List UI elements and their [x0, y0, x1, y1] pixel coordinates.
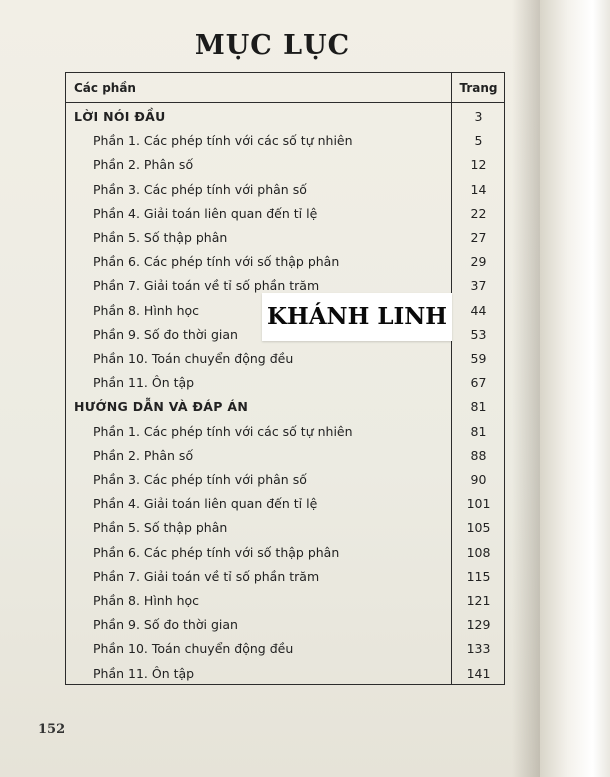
- toc-entry-page: 14: [470, 181, 487, 197]
- toc-entry-label: Phần 10. Toán chuyển động đều: [93, 641, 294, 657]
- toc-entry-label: HƯỚNG DẪN VÀ ĐÁP ÁN: [74, 399, 249, 415]
- toc-header: [66, 73, 504, 103]
- toc-entry-page: 88: [470, 447, 487, 463]
- toc-entry-label: Phần 1. Các phép tính với các số tự nhiên: [93, 423, 353, 439]
- toc-item-row: [66, 492, 504, 516]
- toc-entry-page: 29: [470, 254, 487, 270]
- toc-entry-label: Phần 11. Ôn tập: [93, 375, 195, 391]
- toc-entry-page: 108: [466, 544, 491, 560]
- page-title: MỤC LỤC: [194, 30, 351, 61]
- toc-entry-label: Phần 4. Giải toán liên quan đến tỉ lệ: [93, 496, 318, 512]
- toc-entry-label: Phần 8. Hình học: [93, 302, 200, 318]
- page-number: 152: [38, 722, 66, 737]
- toc-entry-page: 133: [466, 641, 491, 657]
- toc-item-row: [66, 468, 504, 492]
- toc-entry-label: Phần 4. Giải toán liên quan đến tỉ lệ: [93, 205, 318, 221]
- watermark-label: [262, 293, 452, 341]
- toc-entry-page: 5: [474, 133, 483, 149]
- toc-entry-label: Phần 9. Số đo thời gian: [93, 617, 238, 633]
- toc-entry-label: Phần 9. Số đo thời gian: [93, 326, 238, 342]
- toc-entry-label: Phần 5. Số thập phân: [93, 230, 228, 245]
- toc-item-row: [66, 613, 504, 637]
- toc-item-row: [66, 347, 504, 371]
- toc-entry-page: 90: [470, 472, 487, 487]
- toc-entry-page: 105: [466, 520, 491, 536]
- toc-entry-page: 22: [470, 205, 487, 221]
- toc-table: [65, 72, 505, 685]
- toc-entry-page: 44: [470, 302, 487, 318]
- toc-entry-page: 3: [474, 109, 483, 124]
- toc-item-row: [66, 565, 504, 589]
- toc-entry-page: 37: [470, 278, 487, 294]
- toc-entry-page: 81: [470, 399, 487, 415]
- toc-item-row: [66, 226, 504, 250]
- header-page: Trang: [459, 81, 498, 95]
- toc-item-row: [66, 250, 504, 274]
- toc-entry-page: 141: [466, 665, 491, 681]
- toc-entry-label: Phần 7. Giải toán về tỉ số phần trăm: [93, 278, 320, 294]
- watermark-text: KHÁNH LINH: [266, 303, 447, 330]
- header-section: Các phần: [74, 81, 136, 95]
- toc-item-row: [66, 541, 504, 565]
- toc-entry-label: Phần 3. Các phép tính với phân số: [93, 181, 307, 197]
- toc-entry-page: 121: [466, 593, 491, 608]
- toc-entry-page: 27: [470, 230, 487, 245]
- toc-entry-label: Phần 5. Số thập phân: [93, 520, 228, 536]
- toc-entry-label: Phần 3. Các phép tính với phân số: [93, 472, 307, 487]
- toc-entry-label: Phần 6. Các phép tính với số thập phân: [93, 544, 340, 560]
- toc-entry-page: 53: [470, 326, 487, 342]
- toc-section-row: [66, 105, 504, 129]
- toc-item-row: [66, 178, 504, 202]
- toc-entry-label: Phần 2. Phân số: [93, 157, 194, 173]
- toc-entry-label: Phần 8. Hình học: [93, 593, 200, 608]
- toc-entry-label: Phần 10. Toán chuyển động đều: [93, 351, 294, 366]
- toc-entry-page: 81: [470, 423, 487, 439]
- toc-entry-page: 101: [466, 496, 491, 512]
- toc-item-row: [66, 662, 504, 686]
- toc-item-row: [66, 444, 504, 468]
- toc-item-row: [66, 637, 504, 661]
- toc-entry-page: 12: [470, 157, 487, 173]
- toc-item-row: [66, 420, 504, 444]
- toc-item-row: [66, 153, 504, 177]
- toc-entry-label: Phần 7. Giải toán về tỉ số phần trăm: [93, 568, 320, 584]
- toc-entry-page: 115: [466, 568, 491, 584]
- toc-item-row: [66, 129, 504, 153]
- toc-item-row: [66, 589, 504, 613]
- toc-item-row: [66, 516, 504, 540]
- toc-item-row: [66, 371, 504, 395]
- toc-section-row: [66, 395, 504, 419]
- page-shadow: [512, 0, 542, 777]
- toc-entry-page: 129: [466, 617, 491, 633]
- toc-entry-page: 59: [470, 351, 487, 366]
- toc-entry-label: Phần 11. Ôn tập: [93, 665, 195, 681]
- toc-entry-label: Phần 2. Phân số: [93, 447, 194, 463]
- toc-entry-label: Phần 1. Các phép tính với các số tự nhiên: [93, 133, 353, 149]
- toc-item-row: [66, 202, 504, 226]
- toc-entry-page: 67: [470, 375, 487, 391]
- next-page-edge: [540, 0, 610, 777]
- toc-entry-label: LỜI NÓI ĐẦU: [74, 109, 166, 124]
- toc-entry-label: Phần 6. Các phép tính với số thập phân: [93, 254, 340, 270]
